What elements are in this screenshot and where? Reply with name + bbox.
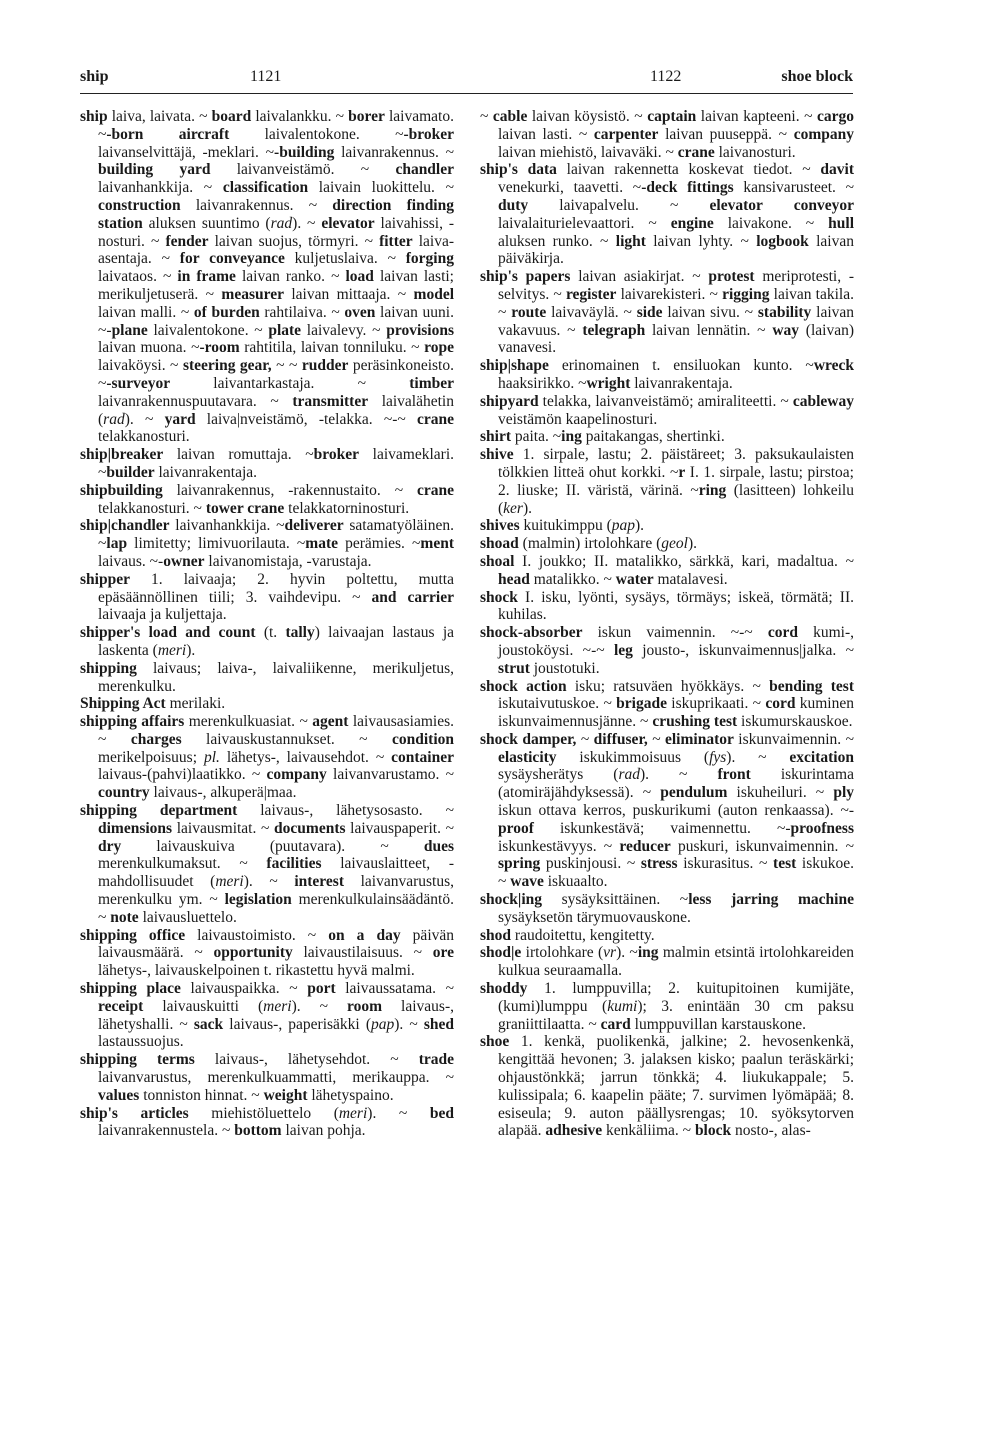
right-page-number: 1122 xyxy=(650,68,682,85)
dictionary-entry: shipping department laivaus-, lähetysosasto. ~ dimensions laivausmitat. ~ documents laivauspaperit. ~ dry laivauskuiva (puutavara). ~ dues merenkulkumaksut. ~ facilities laivauslaitteet, -mahdollisuudet (meri). ~ interest laivanvarustus, merenkulku ym. ~ legislation merenkulkulainsäädäntö. ~ note laivausluettelo. xyxy=(80,802,454,926)
dictionary-entry: shives kuitukimppu (pap). xyxy=(480,517,645,535)
dictionary-entry: shock-absorber iskun vaimennin. ~-~ cord kumi-, joustoköysi. ~-~ leg jousto-, iskunvaimennus|jalka. ~ strut joustotuki. xyxy=(480,624,854,677)
left-column xyxy=(80,108,454,1423)
left-guide-word: ship xyxy=(80,68,109,85)
dictionary-entry: shipbuilding laivanrakennus, -rakennustaito. ~ crane telakkanosturi. ~ tower crane telakkatorninosturi. xyxy=(80,481,454,517)
dictionary-entry: shod|e irtolohkare (vr). ~ing malmin etsintä irtolohkareiden kulkua seuraamalla. xyxy=(480,944,854,980)
left-page-number: 1121 xyxy=(250,68,282,85)
dictionary-entry: shipping place laivauspaikka. ~ port laivaussatama. ~ receipt laivauskuitti (meri). ~ room laivaus-, lähetyshalli. ~ sack laivaus-, paperisäkki (pap). ~ shed lastaussuojus. xyxy=(80,980,454,1051)
dictionary-entry: Shipping Act merilaki. xyxy=(80,695,226,713)
header-rule xyxy=(80,93,853,94)
dictionary-entry: shipper 1. laivaaja; 2. hyvin poltettu, mutta epäsäännöllinen tiili; 3. vaihdevipu. ~ and carrier laivaaja ja kuljettaja. xyxy=(80,570,454,624)
dictionary-entry: shipping terms laivaus-, lähetysehdot. ~ trade laivanvarustus, merenkulkuammatti, merikauppa. ~ values tonniston hinnat. ~ weight lähetyspaino. xyxy=(80,1051,454,1104)
dictionary-entry: shipping laivaus; laiva-, laivaliikenne, merikuljetus, merenkulku. xyxy=(80,659,454,695)
dictionary-entry: ship|breaker laivan romuttaja. ~broker laivameklari. ~builder laivanrakentaja. xyxy=(80,446,454,481)
dictionary-entry: ship|chandler laivanhankkija. ~deliverer satamatyöläinen. ~lap limitetty; limivuorilauta. ~mate perämies. ~ment laivaus. ~-owner laivanomistaja, -varustaja. xyxy=(80,517,454,570)
dictionary-entry: shipper's load and count (t. tally) laivaajan lastaus ja laskenta (meri). xyxy=(80,624,454,659)
dictionary-entry: shock I. isku, lyönti, sysäys, törmäys; iskeä, törmätä; II. kuhilas. xyxy=(480,588,854,624)
dictionary-entry: shoddy 1. lumppuvilla; 2. kuitupitoinen kumijäte, (kumi)lumppu (kumi); 3. enintään 30 cm paksu graniittilaatta. ~ card lumppuvillan karstauskone. xyxy=(480,980,854,1033)
dictionary-entry: ship's data laivan rakennetta koskevat tiedot. ~ davit venekurki, taavetti. ~-deck fittings kansivarusteet. ~ duty laivapalvelu. ~ elevator conveyor laivalaiturielevaattori. ~ engine laivakone. ~ hull aluksen runko. ~ light laivan lyhty. ~ logbook laivan päiväkirja. xyxy=(480,161,854,268)
right-column xyxy=(480,108,854,1423)
dictionary-entry: shock damper, ~ diffuser, ~ eliminator iskunvaimennin. ~ elasticity iskukimmoisuus (fys). ~ excitation sysäysherätys (rad). ~ front iskurintama (atomiräjähdyksessä). ~ pendulum iskuheiluri. ~ ply iskun ottava kerros, puskurikumi (auton renkaassa). ~-proof iskunkestävä; vaimennettu. ~-proofness iskunkestävyys. ~ reducer puskuri, iskunvaimennin. ~ spring puskinjousi. ~ stress iskurasitus. ~ test iskukoe. ~ wave iskuaalto. xyxy=(480,730,854,891)
page-header xyxy=(80,68,853,92)
right-guide-word: shoe block xyxy=(781,68,853,85)
dictionary-entry: ship|shape erinomainen t. ensiluokan kunto. ~wreck haaksirikko. ~wright laivanrakentaja. xyxy=(480,357,854,392)
dictionary-entry: ~ cable laivan köysistö. ~ captain laivan kapteeni. ~ cargo laivan lasti. ~ carpenter laivan puuseppä. ~ company laivan miehistö, laivaväki. ~ crane laivanosturi. xyxy=(480,108,854,161)
dictionary-entry: ship's articles miehistöluettelo (meri). ~ bed laivanrakennustela. ~ bottom laivan pohja. xyxy=(80,1104,454,1140)
dictionary-entry: shock|ing sysäyksittäinen. ~less jarring machine sysäyksetön tärymuovauskone. xyxy=(480,891,854,926)
dictionary-entry: shoe 1. kenkä, puolikenkä, jalkine; 2. hevosenkenkä, kengittää hevonen; 3. jalaksen kisko; paalun teräskärki; ohjaustönkkä; jarrun tönkkä; 4. liukukappale; 5. kulissipala; 6. kaapelin pääte; 7. survimen lyömäpää; 8. esiseula; 9. auton päällysrengas; 10. syöksytorven alapää. adhesive kenkäliima. ~ block nosto-, alas- xyxy=(480,1033,854,1140)
dictionary-entry: shoal I. joukko; II. matalikko, särkkä, kari, madaltua. ~ head matalikko. ~ water matalavesi. xyxy=(480,552,854,588)
dictionary-entry: ship's papers laivan asiakirjat. ~ protest meriprotesti, -selvitys. ~ register laivarekisteri. ~ rigging laivan takila. ~ route laivaväylä. ~ side laivan sivu. ~ stability laivan vakavuus. ~ telegraph laivan lennätin. ~ way (laivan) vanavesi. xyxy=(480,268,854,357)
dictionary-entry: shipping affairs merenkulkuasiat. ~ agent laivausasiamies. ~ charges laivauskustannukset. ~ condition merikelpoisuus; pl. lähetys-, laivausehdot. ~ container laivaus-(pahvi)laatikko. ~ company laivanvarustamo. ~ country laivaus-, alkuperä|maa. xyxy=(80,713,454,802)
dictionary-entry: shipping office laivaustoimisto. ~ on a day päivän laivausmäärä. ~ opportunity laivaustilaisuus. ~ ore lähetys-, laivauskelpoinen t. rikastettu hyvä malmi. xyxy=(80,926,454,980)
dictionary-entry: shipyard telakka, laivanveistämö; amiraliteetti. ~ cableway veistämön kaapelinosturi. xyxy=(480,392,854,428)
dictionary-entry: shive 1. sirpale, lastu; 2. päistäreet; 3. paksukaulaisten tölkkien litteä ohut korkki. ~r I. 1. sirpale, lastu; pirstoa; 2. liuske; II. väristä, värinä. ~ring (lasitteen) lohkeilu (ker). xyxy=(480,446,854,517)
dictionary-entry: shock action isku; ratsuväen hyökkäys. ~ bending test iskutaivutuskoe. ~ brigade iskuprikaati. ~ cord kuminen iskunvaimennusjänne. ~ crushing test iskumurskauskoe. xyxy=(480,677,854,731)
dictionary-entry: ship laiva, laivata. ~ board laivalankku. ~ borer laivamato. ~-born aircraft laivalentokone. ~-broker laivanselvittäjä, -meklari. ~-building laivanrakennus. ~ building yard laivanveistämö. ~ chandler laivanhankkija. ~ classification laivain luokittelu. ~ construction laivanrakennus. ~ direction finding station aluksen suuntimo (rad). ~ elevator laivahissi, -nosturi. ~ fender laivan suojus, törmyri. ~ fitter laiva-asentaja. ~ for conveyance kuljetuslaiva. ~ forging laivataos. ~ in frame laivan ranko. ~ load laivan lasti; merikuljetuserä. ~ measurer laivan mittaaja. ~ model laivan malli. ~ of burden rahtilaiva. ~ oven laivan uuni. ~-plane laivalentokone. ~ plate laivalevy. ~ provisions laivan muona. ~-room rahtitila, laivan tonniluku. ~ rope laivaköysi. ~ steering gear, ~ ~ rudder peräsinkoneisto. ~-surveyor laivantarkastaja. ~ timber laivanrakennuspuutavara. ~ transmitter laivalähetin (rad). ~ yard laiva|nveistämö, -telakka. ~-~ crane telakkanosturi. xyxy=(80,108,454,446)
dictionary-entry: shirt paita. ~ing paitakangas, shertinki. xyxy=(480,428,725,446)
dictionary-entry: shoad (malmin) irtolohkare (geol). xyxy=(480,535,697,553)
dictionary-entry: shod raudoitettu, kengitetty. xyxy=(480,926,655,944)
